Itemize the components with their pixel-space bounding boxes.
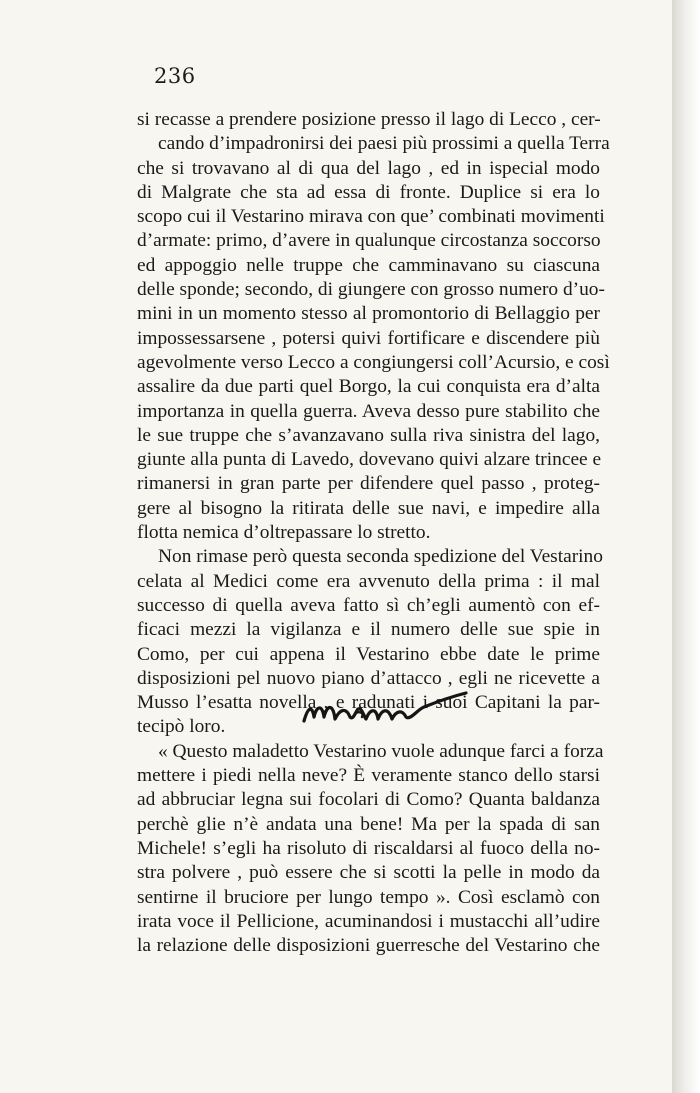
text-line: rimanersi in gran parte per difendere quel passo , proteg- [137, 473, 600, 495]
text-line: le sue truppe che s’avanzavano sulla riva sinistra del lago, [137, 424, 600, 446]
text-line: ad abbruciar legna sui focolari di Como? Quanta baldanza [137, 789, 600, 811]
text-line: sentirne il bruciore per lungo tempo ». Così esclamò con [137, 886, 600, 908]
text-line: d’armate: primo, d’avere in qualunque circostanza soccorso [137, 230, 601, 252]
text-line: Michele! s’egli ha risoluto di riscaldarsi al fuoco della no- [137, 837, 600, 859]
text-line: agevolmente verso Lecco a congiungersi coll’Acursio, e così [137, 351, 610, 373]
text-line: la relazione delle disposizioni guerresche del Vestarino che [137, 935, 600, 957]
text-line: cando d’impadronirsi dei paesi più prossimi a quella Terra [158, 133, 610, 155]
text-line: ficaci mezzi la vigilanza e il numero delle sue spie in [137, 619, 600, 641]
text-line: mini in un momento stesso al promontorio di Bellaggio per [137, 303, 600, 325]
text-line: impossessarsene , potersi quivi fortificare e discendere più [137, 327, 600, 349]
text-line: di Malgrate che sta ad essa di fronte. Duplice si era lo [137, 181, 600, 203]
text-line: assalire da due parti quel Borgo, la cui conquista era d’alta [137, 376, 600, 398]
text-line: scopo cui il Vestarino mirava con que’ combinati movimenti [137, 206, 605, 228]
page-number: 236 [154, 64, 196, 88]
text-line: ed appoggio nelle truppe che camminavano su ciascuna [137, 254, 600, 276]
text-line: flotta nemica d’oltrepassare lo stretto. [137, 522, 431, 544]
text-line: gere al bisogno la ritirata delle sue navi, e impedire alla [137, 497, 600, 519]
text-line: « Questo maladetto Vestarino vuole adunque farci a forza [158, 740, 604, 762]
text-line: tecipò loro. [137, 716, 226, 738]
text-line: irata voce il Pellicione, acuminandosi i mustacchi all’udire [137, 910, 600, 932]
text-line: importanza in quella guerra. Aveva desso pure stabilito che [137, 400, 600, 422]
body-text [137, 108, 610, 958]
text-line: Non rimase però questa seconda spedizione del Vestarino [158, 546, 603, 568]
text-line: Musso l’esatta novella , e radunati i suoi Capitani la par- [137, 692, 600, 714]
text-line: delle sponde; secondo, di giungere con grosso numero d’uo- [137, 279, 605, 301]
text-line: celata al Medici come era avvenuto della prima : il mal [137, 570, 600, 592]
text-line: successo di quella aveva fatto sì ch’egli aumentò con ef- [137, 594, 600, 616]
page-gutter [672, 0, 700, 1093]
text-line: stra polvere , può essere che si scotti la pelle in modo da [137, 862, 600, 884]
text-line: che si trovavano al di qua del lago , ed in ispecial modo [137, 157, 600, 179]
text-line: perchè glie n’è andata una bene! Ma per la spada di san [137, 813, 600, 835]
text-line: Como, per cui appena il Vestarino ebbe date le prime [137, 643, 600, 665]
text-line: si recasse a prendere posizione presso il lago di Lecco , cer- [137, 109, 601, 130]
text-line: disposizioni pel nuovo piano d’attacco , egli ne ricevette a [137, 667, 600, 689]
text-line: giunte alla punta di Lavedo, dovevano quivi alzare trincee e [137, 449, 602, 471]
text-line: mettere i piedi nella neve? È veramente stanco dello starsi [137, 765, 600, 787]
handwritten-annotation [300, 687, 470, 729]
